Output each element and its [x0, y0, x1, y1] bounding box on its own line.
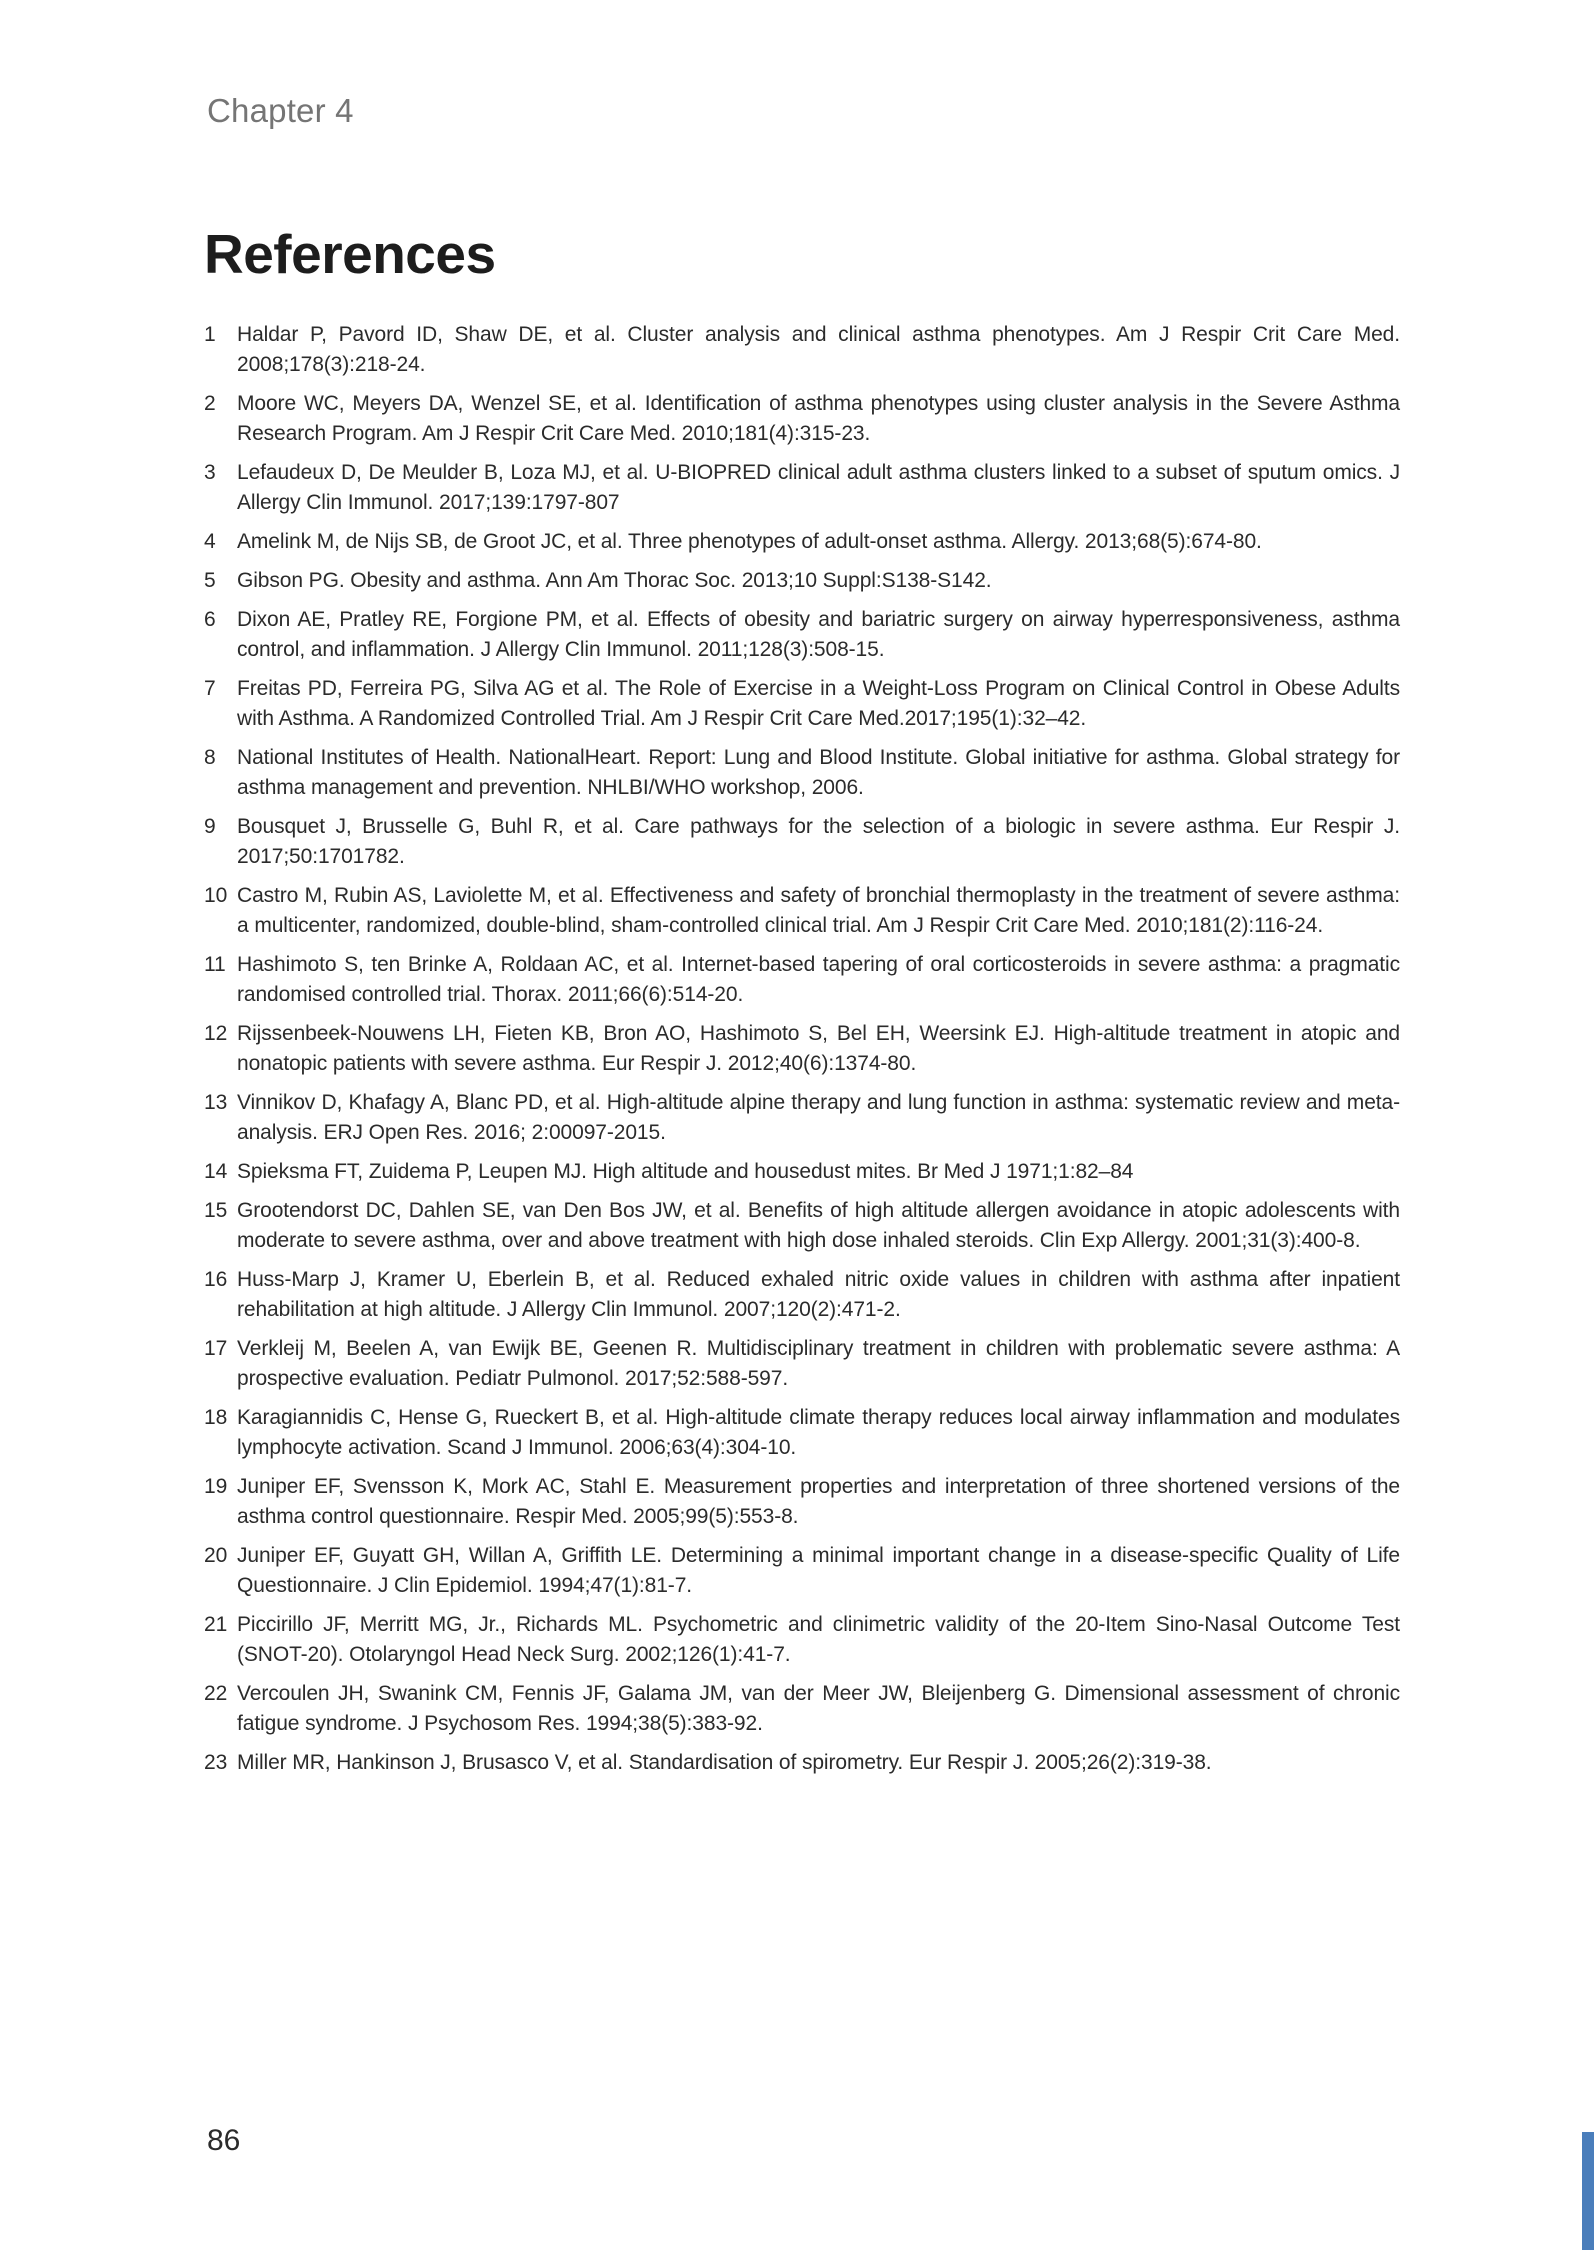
reference-item [204, 1265, 1400, 1325]
reference-item [204, 1610, 1400, 1670]
reference-number: 12 [204, 1022, 228, 1045]
reference-number: 15 [204, 1199, 228, 1222]
reference-number: 3 [204, 461, 216, 484]
reference-text: Lefaudeux D, De Meulder B, Loza MJ, et al. U-BIOPRED clinical adult asthma clusters linked to a subset of sputum omics. J Allergy Clin Immunol. 2017;139:1797-807 [237, 461, 1400, 514]
reference-text: Dixon AE, Pratley RE, Forgione PM, et al. Effects of obesity and bariatric surgery on airway hyperresponsiveness, asthma control, and inflammation. J Allergy Clin Immunol. 2011;128(3):508-15. [237, 608, 1400, 661]
reference-number: 2 [204, 392, 216, 415]
reference-item [204, 1088, 1400, 1148]
reference-item [204, 1334, 1400, 1394]
reference-list [204, 320, 1400, 1787]
reference-item [204, 1748, 1400, 1778]
reference-text: Juniper EF, Svensson K, Mork AC, Stahl E. Measurement properties and interpretation of three shortened versions of the asthma control questionnaire. Respir Med. 2005;99(5):553-8. [237, 1475, 1400, 1528]
reference-text: Rijssenbeek-Nouwens LH, Fieten KB, Bron AO, Hashimoto S, Bel EH, Weersink EJ. High-altitude treatment in atopic and nonatopic patients with severe asthma. Eur Respir J. 2012;40(6):1374-80. [237, 1022, 1400, 1075]
reference-item [204, 812, 1400, 872]
reference-number: 22 [204, 1682, 228, 1705]
reference-text: Karagiannidis C, Hense G, Rueckert B, et al. High-altitude climate therapy reduces local airway inflammation and modulates lymphocyte activation. Scand J Immunol. 2006;63(4):304-10. [237, 1406, 1400, 1459]
reference-text: Vercoulen JH, Swanink CM, Fennis JF, Galama JM, van der Meer JW, Bleijenberg G. Dimensional assessment of chronic fatigue syndrome. J Psychosom Res. 1994;38(5):383-92. [237, 1682, 1400, 1735]
reference-number: 9 [204, 815, 216, 838]
reference-text: Freitas PD, Ferreira PG, Silva AG et al. The Role of Exercise in a Weight-Loss Program on Clinical Control in Obese Adults with Asthma. A Randomized Controlled Trial. Am J Respir Crit Care Med.2017;195(1):32–42. [237, 677, 1400, 730]
reference-text: Gibson PG. Obesity and asthma. Ann Am Thorac Soc. 2013;10 Suppl:S138-S142. [237, 569, 992, 592]
reference-number: 23 [204, 1751, 228, 1774]
reference-text: Vinnikov D, Khafagy A, Blanc PD, et al. High-altitude alpine therapy and lung function in asthma: systematic review and meta-analysis. ERJ Open Res. 2016; 2:00097-2015. [237, 1091, 1400, 1144]
reference-number: 1 [204, 323, 216, 346]
reference-item [204, 1541, 1400, 1601]
reference-item [204, 320, 1400, 380]
reference-item [204, 950, 1400, 1010]
reference-number: 17 [204, 1337, 228, 1360]
reference-text: Haldar P, Pavord ID, Shaw DE, et al. Cluster analysis and clinical asthma phenotypes. Am J Respir Crit Care Med. 2008;178(3):218-24. [237, 323, 1400, 376]
reference-text: National Institutes of Health. NationalHeart. Report: Lung and Blood Institute. Global initiative for asthma. Global strategy for asthma management and prevention. NHLBI/WHO workshop, 2006. [237, 746, 1400, 799]
reference-item [204, 881, 1400, 941]
reference-item [204, 458, 1400, 518]
reference-item [204, 1472, 1400, 1532]
reference-text: Miller MR, Hankinson J, Brusasco V, et al. Standardisation of spirometry. Eur Respir J. 2005;26(2):319-38. [237, 1751, 1212, 1774]
reference-number: 10 [204, 884, 228, 907]
reference-item [204, 389, 1400, 449]
reference-number: 19 [204, 1475, 228, 1498]
reference-text: Juniper EF, Guyatt GH, Willan A, Griffith LE. Determining a minimal important change in a disease-specific Quality of Life Questionnaire. J Clin Epidemiol. 1994;47(1):81-7. [237, 1544, 1400, 1597]
reference-text: Huss-Marp J, Kramer U, Eberlein B, et al. Reduced exhaled nitric oxide values in children with asthma after inpatient rehabilitation at high altitude. J Allergy Clin Immunol. 2007;120(2):471-2. [237, 1268, 1400, 1321]
chapter-edge-tab [1582, 2132, 1594, 2250]
reference-text: Amelink M, de Nijs SB, de Groot JC, et al. Three phenotypes of adult-onset asthma. Allergy. 2013;68(5):674-80. [237, 530, 1262, 553]
reference-text: Castro M, Rubin AS, Laviolette M, et al. Effectiveness and safety of bronchial thermoplasty in the treatment of severe asthma: a multicenter, randomized, double-blind, sham-controlled clinical trial. Am J Respir Crit Care Med. 2010;181(2):116-24. [237, 884, 1400, 937]
reference-number: 6 [204, 608, 216, 631]
reference-item [204, 1196, 1400, 1256]
reference-text: Bousquet J, Brusselle G, Buhl R, et al. Care pathways for the selection of a biologic in severe asthma. Eur Respir J. 2017;50:1701782. [237, 815, 1400, 868]
reference-number: 14 [204, 1160, 228, 1183]
reference-number: 13 [204, 1091, 228, 1114]
reference-item [204, 1157, 1400, 1187]
reference-number: 4 [204, 530, 216, 553]
reference-number: 8 [204, 746, 216, 769]
reference-number: 16 [204, 1268, 228, 1291]
reference-text: Verkleij M, Beelen A, van Ewijk BE, Geenen R. Multidisciplinary treatment in children with problematic severe asthma: A prospective evaluation. Pediatr Pulmonol. 2017;52:588-597. [237, 1337, 1400, 1390]
reference-number: 18 [204, 1406, 228, 1429]
reference-number: 7 [204, 677, 216, 700]
reference-item [204, 605, 1400, 665]
reference-number: 5 [204, 569, 216, 592]
reference-item [204, 743, 1400, 803]
reference-text: Moore WC, Meyers DA, Wenzel SE, et al. Identification of asthma phenotypes using cluster analysis in the Severe Asthma Research Program. Am J Respir Crit Care Med. 2010;181(4):315-23. [237, 392, 1400, 445]
reference-item [204, 1403, 1400, 1463]
chapter-label: Chapter 4 [207, 92, 354, 129]
reference-text: Spieksma FT, Zuidema P, Leupen MJ. High altitude and housedust mites. Br Med J 1971;1:82–84 [237, 1160, 1134, 1183]
reference-item [204, 1019, 1400, 1079]
reference-item [204, 566, 1400, 596]
page-number: 86 [207, 2124, 241, 2157]
reference-text: Grootendorst DC, Dahlen SE, van Den Bos JW, et al. Benefits of high altitude allergen avoidance in atopic adolescents with moderate to severe asthma, over and above treatment with high dose inhaled steroids. Clin Exp Allergy. 2001;31(3):400-8. [237, 1199, 1400, 1252]
reference-item [204, 1679, 1400, 1739]
reference-text: Piccirillo JF, Merritt MG, Jr., Richards ML. Psychometric and clinimetric validity of the 20-Item Sino-Nasal Outcome Test (SNOT-20). Otolaryngol Head Neck Surg. 2002;126(1):41-7. [237, 1613, 1400, 1666]
reference-item [204, 674, 1400, 734]
reference-number: 20 [204, 1544, 228, 1567]
page-title: References [204, 223, 496, 285]
reference-text: Hashimoto S, ten Brinke A, Roldaan AC, et al. Internet-based tapering of oral corticosteroids in severe asthma: a pragmatic randomised controlled trial. Thorax. 2011;66(6):514-20. [237, 953, 1400, 1006]
reference-item [204, 527, 1400, 557]
reference-number: 21 [204, 1613, 228, 1636]
reference-number: 11 [204, 953, 226, 976]
